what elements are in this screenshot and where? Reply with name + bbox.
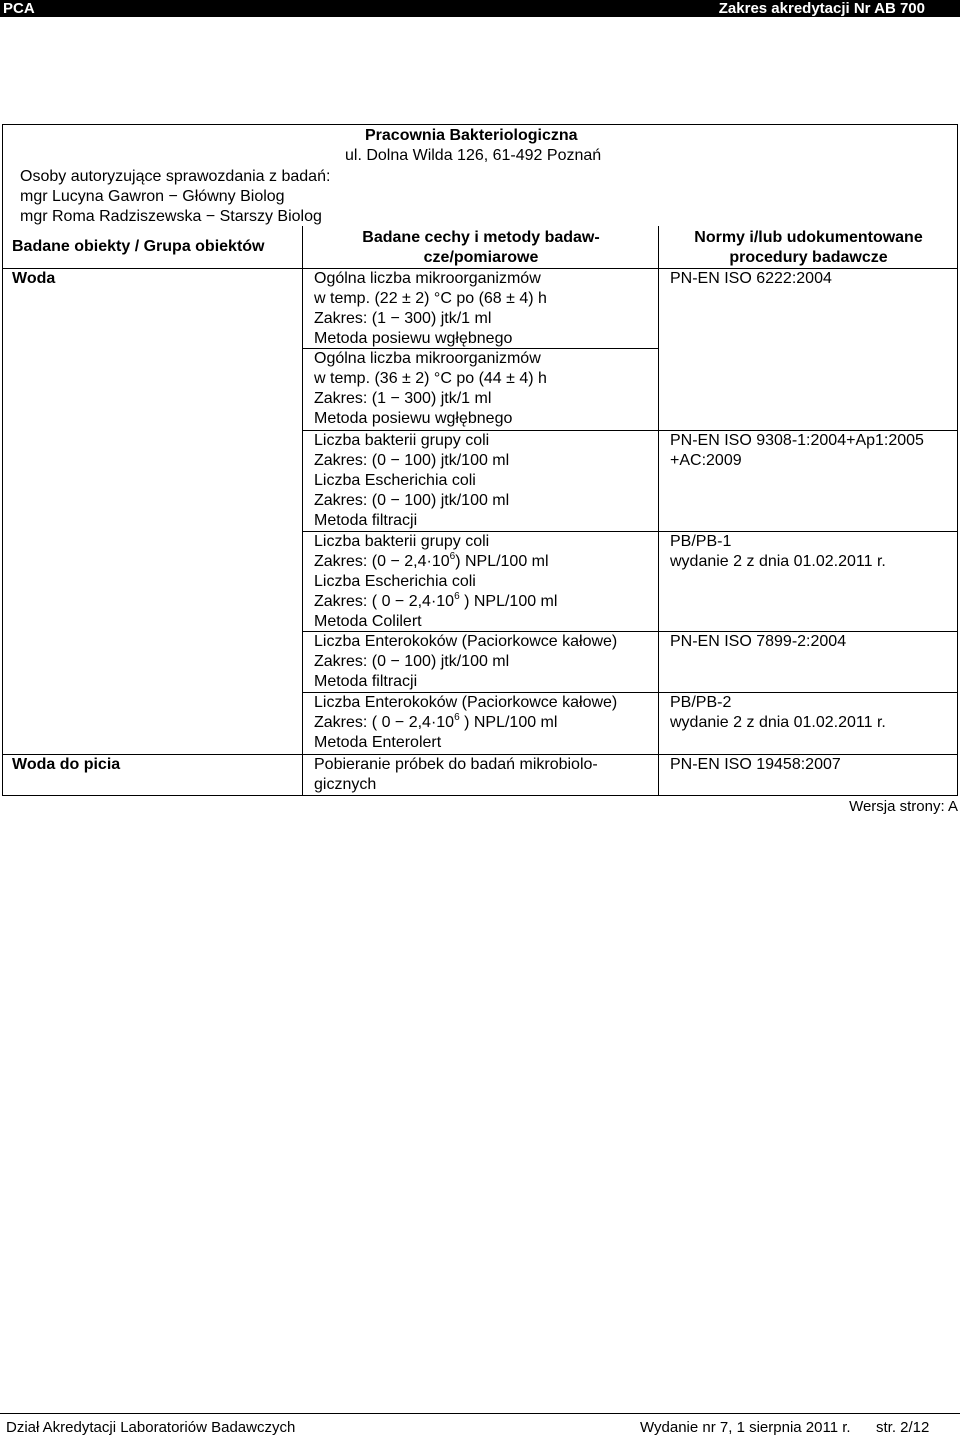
norm-sampling: PN-EN ISO 19458:2007	[670, 756, 841, 773]
page-header	[0, 0, 960, 17]
col-header-norms-l1: Normy i/lub udokumentowane	[694, 229, 923, 246]
feature-line: Liczba bakterii grupy coli	[314, 432, 490, 449]
norm-g4	[670, 532, 886, 572]
col-divider-1	[302, 226, 303, 796]
feature-line: Zakres: ( $0 - 2,4\cdot 10^6$ ) NPL/100 ml	[314, 591, 558, 610]
norm-line: PB/PB-1	[670, 533, 732, 550]
feature-line: Metoda Enterolert	[314, 734, 442, 751]
authorized-person: mgr Lucyna Gawron − Główny Biolog	[20, 188, 285, 205]
feature-line: Pobieranie próbek do badań mikrobiolo-	[314, 756, 598, 773]
feature-sampling	[314, 755, 598, 795]
feature-line: Metoda posiewu wgłębnego	[314, 410, 513, 427]
header-org: PCA	[3, 0, 35, 17]
norm-line: PB/PB-2	[670, 694, 732, 711]
col-header-features-l2: cze/pomiarowe	[423, 249, 539, 266]
object-woda: Woda	[12, 270, 56, 287]
feature-line: Zakres: (1 − 300) jtk/1 ml	[314, 390, 492, 407]
feature-line: Ogólna liczba mikroorganizmów	[314, 350, 541, 367]
norm-g1: PN-EN ISO 6222:2004	[670, 270, 832, 287]
header-accreditation: Zakres akredytacji Nr AB 700	[718, 0, 925, 17]
feature-line: gicznych	[314, 776, 377, 793]
feature-line: Metoda filtracji	[314, 673, 418, 690]
feature-line: Liczba Escherichia coli	[314, 573, 476, 590]
feature-g1	[314, 269, 547, 349]
feature-g4	[314, 532, 557, 632]
page-version: Wersja strony: A	[849, 798, 958, 815]
feature-line: Zakres: $(0 - 2,4\cdot 10^6)$ NPL/100 ml	[314, 551, 549, 570]
lab-name: Pracownia Bakteriologiczna	[365, 127, 578, 144]
norm-g6	[670, 693, 886, 733]
page-footer	[0, 1413, 960, 1438]
feature-line: Metoda filtracji	[314, 512, 418, 529]
feature-line: Zakres: (0 − 100) jtk/100 ml	[314, 452, 510, 469]
footer-department: Dział Akredytacji Laboratoriów Badawczych	[6, 1419, 296, 1436]
feature-line: Liczba Escherichia coli	[314, 472, 476, 489]
feature-line: w temp. (22 ± 2) °C po (68 ± 4) h	[314, 290, 547, 307]
feature-line: w temp. (36 ± 2) °C po (44 ± 4) h	[314, 370, 547, 387]
feature-line: Liczba Enterokoków (Paciorkowce kałowe)	[314, 633, 618, 650]
feature-line: Zakres: (0 − 100) jtk/100 ml	[314, 492, 510, 509]
feature-line: Zakres: ( $0 - 2,4\cdot 10^6$ ) NPL/100 ml	[314, 712, 558, 731]
norm-line: PN-EN ISO 9308-1:2004+Ap1:2005	[670, 432, 924, 449]
feature-line: Metoda posiewu wgłębnego	[314, 330, 513, 347]
feature-g5	[314, 632, 617, 692]
feature-g2	[314, 349, 547, 429]
authorized-title: Osoby autoryzujące sprawozdania z badań:	[20, 168, 331, 185]
feature-line: Liczba bakterii grupy coli	[314, 533, 490, 550]
authorized-person: mgr Roma Radziszewska − Starszy Biolog	[20, 208, 322, 225]
norm-g3	[670, 431, 924, 471]
feature-line: Zakres: (0 − 100) jtk/100 ml	[314, 653, 510, 670]
lab-address: ul. Dolna Wilda 126, 61-492 Poznań	[345, 147, 602, 164]
feature-line: Zakres: (1 − 300) jtk/1 ml	[314, 310, 492, 327]
col-divider-2	[658, 226, 659, 796]
col-header-features	[303, 228, 659, 268]
col-header-objects: Badane obiekty / Grupa obiektów	[12, 238, 265, 255]
feature-g3	[314, 431, 509, 531]
col-header-features-l1: Badane cechy i metody badaw-	[362, 229, 600, 246]
norm-line: wydanie 2 z dnia 01.02.2011 r.	[670, 714, 886, 731]
feature-line: Metoda Colilert	[314, 613, 422, 630]
norm-line: wydanie 2 z dnia 01.02.2011 r.	[670, 553, 886, 570]
footer-page-number: str. 2/12	[876, 1419, 930, 1436]
feature-g6	[314, 693, 617, 753]
norm-line: +AC:2009	[670, 452, 742, 469]
feature-line: Liczba Enterokoków (Paciorkowce kałowe)	[314, 694, 618, 711]
col-header-norms	[659, 228, 958, 268]
footer-edition: Wydanie nr 7, 1 sierpnia 2011 r.	[640, 1419, 851, 1436]
object-woda-do-picia: Woda do picia	[12, 756, 121, 773]
col-header-norms-l2: procedury badawcze	[729, 249, 888, 266]
norm-g5: PN-EN ISO 7899-2:2004	[670, 633, 847, 650]
feature-line: Ogólna liczba mikroorganizmów	[314, 270, 541, 287]
